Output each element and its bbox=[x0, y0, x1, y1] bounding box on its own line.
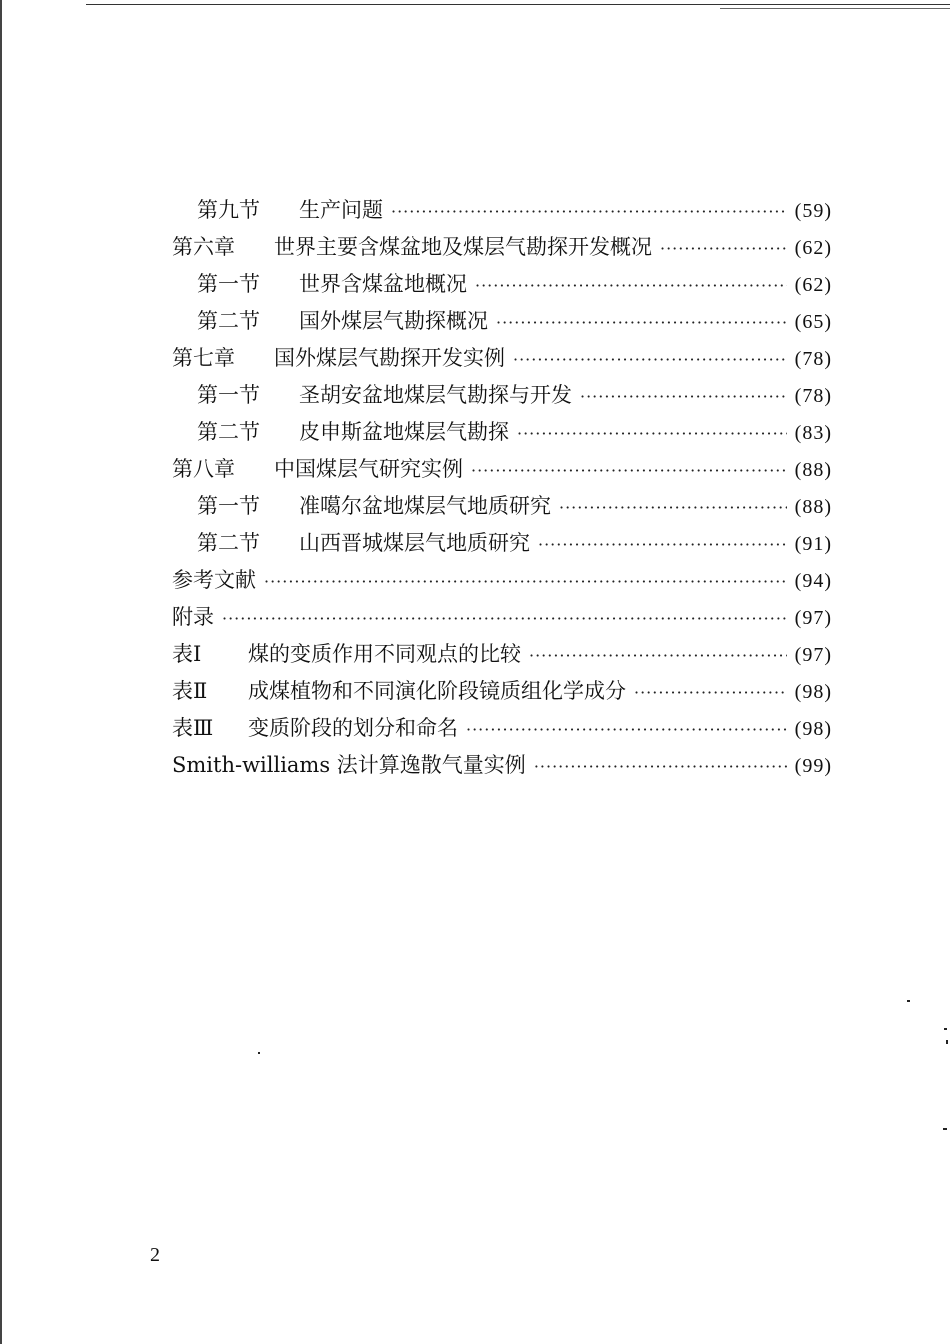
toc-entry-page: (97) bbox=[794, 644, 832, 666]
scan-speck bbox=[944, 1028, 947, 1030]
toc-entry-title: 国外煤层气勘探开发实例 bbox=[274, 346, 505, 370]
dot-leader bbox=[517, 415, 787, 452]
toc-entry-title: 参考文献 bbox=[172, 568, 256, 592]
toc-entry-page: (97) bbox=[794, 607, 832, 629]
dot-leader bbox=[466, 711, 787, 748]
dot-leader bbox=[513, 341, 787, 378]
toc-entry-title: 世界含煤盆地概况 bbox=[299, 272, 467, 296]
toc-entry-page: (62) bbox=[794, 274, 832, 296]
dot-leader bbox=[264, 563, 787, 600]
toc-entry-number: 第二节 bbox=[197, 309, 260, 333]
toc-entry-page: (88) bbox=[794, 496, 832, 518]
toc-entry-page: (98) bbox=[794, 718, 832, 740]
scan-speck bbox=[258, 1052, 260, 1054]
toc-entry-title: 皮申斯盆地煤层气勘探 bbox=[299, 420, 509, 444]
toc-entry-number: 第二节 bbox=[197, 420, 260, 444]
dot-leader bbox=[471, 452, 787, 489]
toc-entry-page: (78) bbox=[794, 348, 832, 370]
toc-entry bbox=[172, 266, 832, 303]
toc-entry bbox=[172, 303, 832, 340]
toc-entry-page: (65) bbox=[794, 311, 832, 333]
toc-entry-title: 国外煤层气勘探概况 bbox=[299, 309, 488, 333]
toc-entry bbox=[172, 377, 832, 414]
toc-entry-page: (78) bbox=[794, 385, 832, 407]
toc-entry-number: 第一节 bbox=[197, 272, 260, 296]
dot-leader bbox=[475, 267, 787, 304]
toc-entry-title: 世界主要含煤盆地及煤层气勘探开发概况 bbox=[274, 235, 652, 259]
toc-entry-page: (99) bbox=[794, 755, 832, 777]
toc-entry-title: 准噶尔盆地煤层气地质研究 bbox=[299, 494, 551, 518]
toc-entry-title: 成煤植物和不同演化阶段镜质组化学成分 bbox=[248, 679, 626, 703]
dot-leader bbox=[559, 489, 787, 526]
toc-entry bbox=[172, 599, 832, 636]
toc-entry-number: 表Ⅱ bbox=[172, 679, 208, 703]
dot-leader bbox=[529, 637, 787, 674]
toc-entry-title: 变质阶段的划分和命名 bbox=[248, 716, 458, 740]
toc-entry-title: 圣胡安盆地煤层气勘探与开发 bbox=[299, 383, 572, 407]
toc-entry-page: (98) bbox=[794, 681, 832, 703]
toc-entry bbox=[172, 451, 832, 488]
dot-leader bbox=[634, 674, 787, 711]
toc-entry bbox=[172, 414, 832, 451]
top-rule bbox=[86, 4, 950, 5]
table-of-contents bbox=[172, 192, 832, 784]
toc-entry bbox=[172, 636, 832, 673]
toc-entry-page: (83) bbox=[794, 422, 832, 444]
toc-entry bbox=[172, 340, 832, 377]
dot-leader bbox=[496, 304, 787, 341]
toc-entry bbox=[172, 710, 832, 747]
scan-speck bbox=[946, 1040, 948, 1044]
toc-entry-number: 第二节 bbox=[197, 531, 260, 555]
scan-speck bbox=[907, 1000, 910, 1002]
toc-entry bbox=[172, 562, 832, 599]
toc-entry-page: (59) bbox=[794, 200, 832, 222]
toc-entry-page: (94) bbox=[794, 570, 832, 592]
toc-entry-title: 山西晋城煤层气地质研究 bbox=[299, 531, 530, 555]
toc-entry-page: (88) bbox=[794, 459, 832, 481]
toc-entry-number: 表Ⅰ bbox=[172, 642, 202, 666]
toc-entry bbox=[172, 525, 832, 562]
dot-leader bbox=[538, 526, 787, 563]
dot-leader bbox=[222, 600, 787, 637]
toc-entry-page: (62) bbox=[794, 237, 832, 259]
toc-entry-number: 第一节 bbox=[197, 494, 260, 518]
toc-entry-title: 煤的变质作用不同观点的比较 bbox=[248, 642, 521, 666]
dot-leader bbox=[660, 230, 787, 267]
toc-entry-title: 生产问题 bbox=[299, 198, 383, 222]
toc-entry-number: 第九节 bbox=[197, 198, 260, 222]
top-rule-secondary bbox=[720, 8, 950, 9]
toc-entry bbox=[172, 747, 832, 784]
toc-entry-number: 第八章 bbox=[172, 457, 235, 481]
toc-entry bbox=[172, 488, 832, 525]
dot-leader bbox=[534, 748, 787, 785]
toc-entry bbox=[172, 229, 832, 266]
page-number: 2 bbox=[150, 1244, 160, 1266]
dot-leader bbox=[391, 193, 787, 230]
toc-entry-number: 第六章 bbox=[172, 235, 235, 259]
toc-entry-title: 附录 bbox=[172, 605, 214, 629]
toc-entry bbox=[172, 673, 832, 710]
dot-leader bbox=[580, 378, 787, 415]
toc-entry-title: Smith-williams 法计算逸散气量实例 bbox=[172, 753, 526, 777]
toc-entry-title: 中国煤层气研究实例 bbox=[274, 457, 463, 481]
toc-entry-number: 表Ⅲ bbox=[172, 716, 214, 740]
scan-speck bbox=[943, 1128, 947, 1130]
page-left-edge bbox=[0, 0, 2, 1344]
toc-entry-number: 第一节 bbox=[197, 383, 260, 407]
toc-entry-number: 第七章 bbox=[172, 346, 235, 370]
toc-entry bbox=[172, 192, 832, 229]
toc-entry-page: (91) bbox=[794, 533, 832, 555]
